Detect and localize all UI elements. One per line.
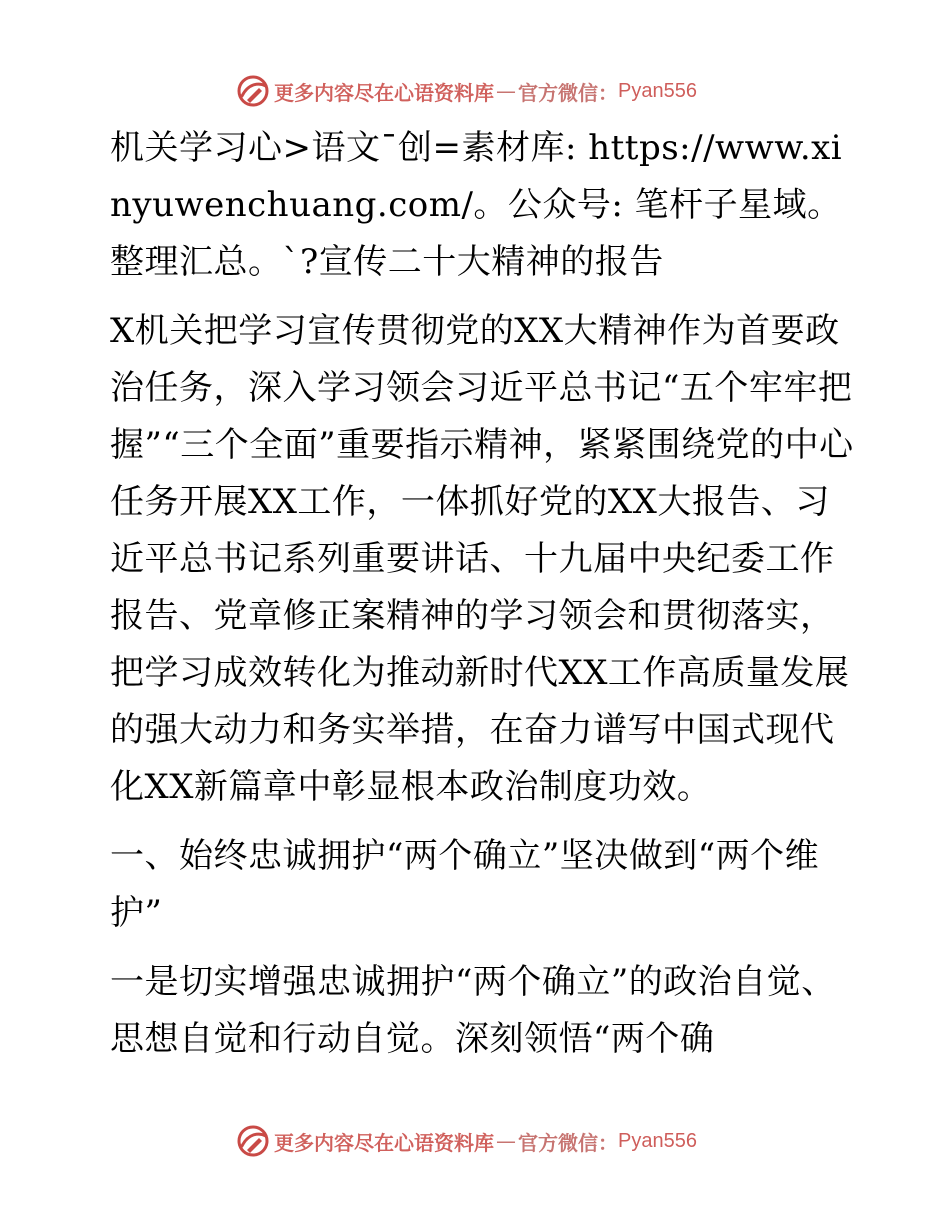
header-watermark-banner [236,74,697,108]
banner-wechat-label: 官方微信： [518,1130,618,1155]
banner-dash: — [496,1129,516,1153]
footer-watermark-banner [236,1124,697,1158]
banner-wechat-account: Pyan556 [618,1129,697,1152]
body-paragraph: X机关把学习宣传贯彻党的XX大精神作为首要政治任务，深入学习领会习近平总书记“五个牢牢把握”“三个全面”重要指示精神，紧紧围绕党的中心任务开展XX工作，一体抓好党的XX大报告、习近平总书记系列重要讲话、十九届中央纪委工作报告、党章修正案精神的学习领会和贯彻落实，把学习成效转化为推动新时代XX工作高质量发展的强大动力和务实举措，在奋力谱写中国式现代化XX新篇章中彰显根本政治制度功效。 [110,311,854,807]
point-paragraph-1: 一是切实增强忠诚拥护“两个确立”的政治自觉、思想自觉和行动自觉。深刻领悟“两个确 [110,962,836,1059]
banner-slogan: 更多内容尽在心语资料库 [274,80,494,105]
section-heading-1: 一、始终忠诚拥护“两个确立”坚决做到“两个维护” [110,836,820,933]
banner-wechat-account: Pyan556 [618,79,697,102]
banner-dash: — [496,79,516,103]
intro-paragraph: 机关学习心>语文¯创=素材库: https://www.xinyuwenchuang.com/。公众号: 笔杆子星域。整理汇总。`?宣传二十大精神的报告 [110,128,843,282]
document-body [98,120,858,1068]
banner-wechat-label: 官方微信： [518,80,618,105]
brand-logo-icon [236,74,270,108]
banner-slogan: 更多内容尽在心语资料库 [274,1130,494,1155]
brand-logo-icon [236,1124,270,1158]
